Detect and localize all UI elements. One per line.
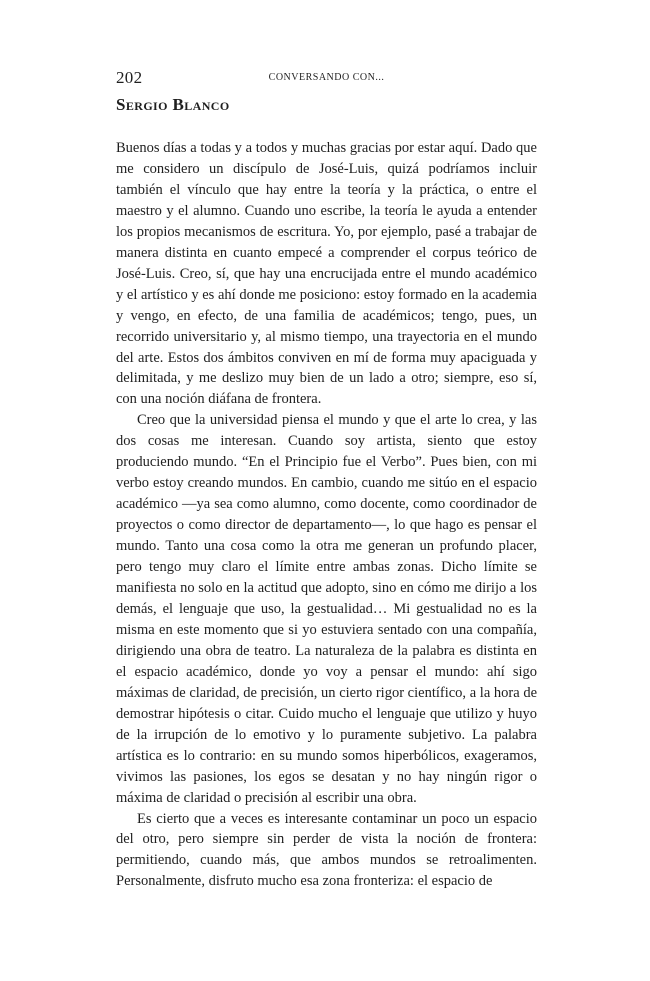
paragraph: Buenos días a todas y a todos y muchas gracias por estar aquí. Dado que me considero un discípulo de José-Luis, quizá podríamos incluir también el vínculo que hay entre la teoría y la práctica, o entre el maestro y el alumno. Cuando uno escribe, la teoría le ayuda a entender los propios mecanismos de escritura. Yo, por ejemplo, pasé a trabajar de manera distinta en cuanto empecé a comprender el corpus teórico de José-Luis. Creo, sí, que hay una encrucijada entre el mundo académico y el artístico y es ahí donde me posiciono: estoy formado en la academia y vengo, en efecto, de una familia de académicos; tengo, pues, un recorrido universitario y, al mismo tiempo, una trayectoria en el mundo del arte. Estos dos ámbitos conviven en mí de forma muy apaciguada y delimitada, y me deslizo muy bien de un lado a otro; siempre, eso sí, con una noción diáfana de frontera. [116, 140, 537, 408]
running-title: CONVERSANDO CON... [268, 72, 385, 83]
paragraph: Creo que la universidad piensa el mundo y que el arte lo crea, y las dos cosas me interesan. Cuando soy artista, siento que estoy produciendo mundo. “En el Principio fue el Verbo”. Pues bien, con mi verbo estoy creando mundos. En cambio, cuando me sitúo en el espacio académico —ya sea como alumno, como docente, como coordinador de proyectos o como director de departamento—, lo que hago es pensar el mundo. Tanto una cosa como la otra me generan un profundo placer, pero tengo muy claro el límite entre ambas zonas. Dicho límite se manifiesta no solo en la actitud que adopto, sino en cómo me dirijo a los demás, el lenguaje que uso, la gestualidad… Mi gestualidad no es la misma en este momento que si yo estuviera sentado con una compañía, dirigiendo una obra de teatro. La naturaleza de la palabra es distinta en el espacio académico, donde yo voy a pensar el mundo: ahí sigo máximas de claridad, de precisión, un cierto rigor científico, a la hora de demostrar hipótesis o citar. Cuido mucho el lenguaje que utilizo y huyo de la irrupción de lo emotivo y lo puramente subjetivo. La palabra artística es lo contrario: en su mundo somos hiperbólicos, exageramos, vivimos las pasiones, los egos se desatan y no hay ningún rigor o máxima de claridad o precisión al escribir una obra. [116, 412, 537, 806]
speaker-name: Sergio Blanco [116, 95, 230, 114]
running-head [116, 68, 537, 88]
page-number: 202 [116, 68, 143, 87]
paragraph: Es cierto que a veces es interesante contaminar un poco un espacio del otro, pero siempre sin perder de vista la noción de frontera: permitiendo, cuando más, que ambos mundos se retroalimenten. Personalmente, disfruto mucho esa zona fronteriza: el espacio de [116, 810, 537, 890]
body-text [116, 138, 537, 892]
